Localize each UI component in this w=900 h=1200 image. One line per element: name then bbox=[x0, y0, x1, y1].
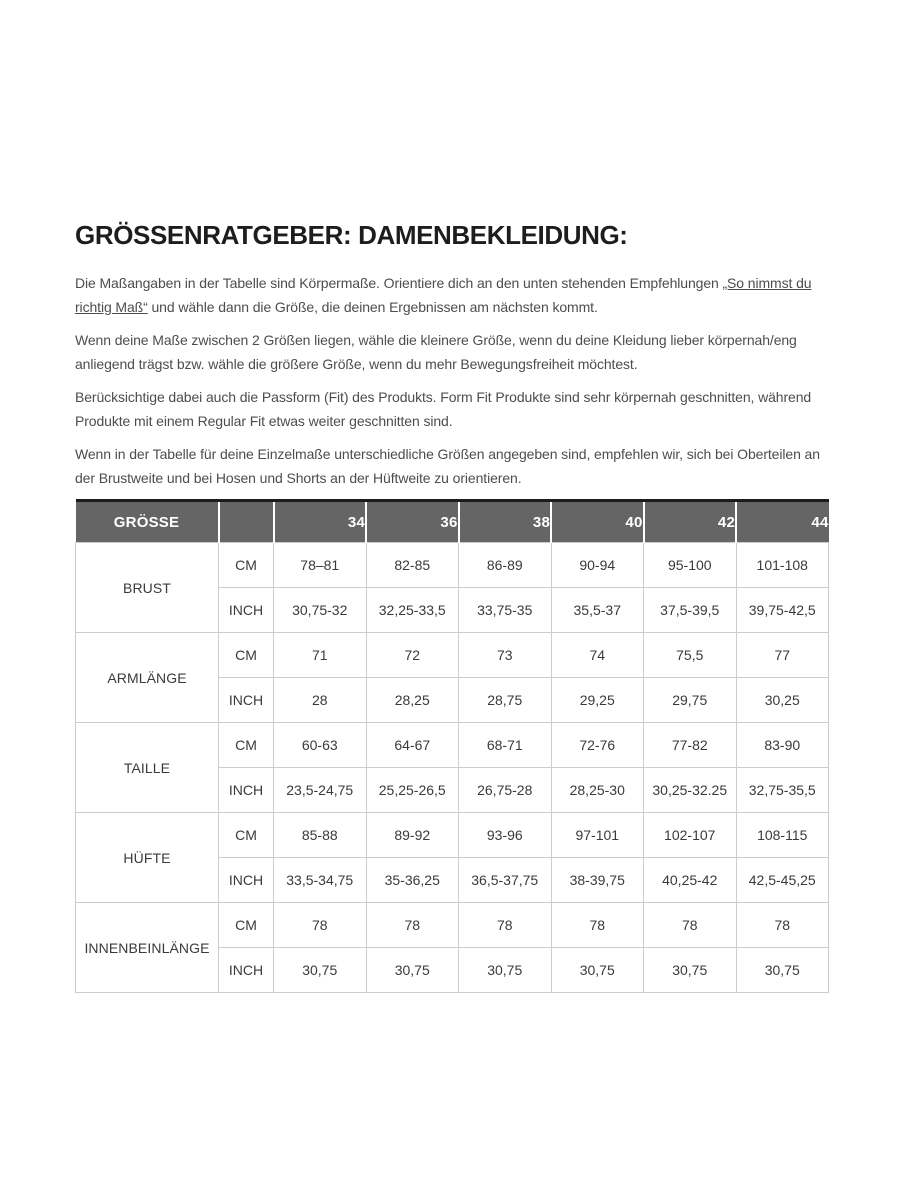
size-header-42: 42 bbox=[644, 501, 737, 543]
table-cell: 101-108 bbox=[736, 543, 829, 588]
table-cell: 78 bbox=[459, 903, 552, 948]
row-label-innenbeinlaenge: INNENBEINLÄNGE bbox=[76, 903, 219, 993]
table-cell: 102-107 bbox=[644, 813, 737, 858]
unit-label-cm: CM bbox=[219, 723, 274, 768]
size-header-40: 40 bbox=[551, 501, 644, 543]
table-cell: 30,25 bbox=[736, 678, 829, 723]
table-cell: 77 bbox=[736, 633, 829, 678]
size-table-header bbox=[76, 501, 829, 543]
table-cell: 68-71 bbox=[459, 723, 552, 768]
unit-label-cm: CM bbox=[219, 903, 274, 948]
size-table-body bbox=[76, 543, 829, 993]
table-cell: 30,75 bbox=[274, 948, 367, 993]
table-cell: 32,75-35,5 bbox=[736, 768, 829, 813]
table-cell: 25,25-26,5 bbox=[366, 768, 459, 813]
table-cell: 42,5-45,25 bbox=[736, 858, 829, 903]
table-cell: 75,5 bbox=[644, 633, 737, 678]
table-cell: 28,75 bbox=[459, 678, 552, 723]
table-cell: 37,5-39,5 bbox=[644, 588, 737, 633]
size-guide-content bbox=[75, 220, 828, 993]
table-cell: 78 bbox=[736, 903, 829, 948]
table-cell: 33,5-34,75 bbox=[274, 858, 367, 903]
size-header-34: 34 bbox=[274, 501, 367, 543]
table-cell: 40,25-42 bbox=[644, 858, 737, 903]
table-cell: 97-101 bbox=[551, 813, 644, 858]
unit-column-header-spacer bbox=[219, 501, 274, 543]
table-cell: 78 bbox=[274, 903, 367, 948]
table-cell: 30,75-32 bbox=[274, 588, 367, 633]
size-table bbox=[75, 499, 829, 993]
unit-label-cm: CM bbox=[219, 543, 274, 588]
table-cell: 85-88 bbox=[274, 813, 367, 858]
row-label-taille: TAILLE bbox=[76, 723, 219, 813]
table-cell: 30,75 bbox=[459, 948, 552, 993]
table-cell: 30,75 bbox=[736, 948, 829, 993]
table-cell: 74 bbox=[551, 633, 644, 678]
table-cell: 95-100 bbox=[644, 543, 737, 588]
table-cell: 78 bbox=[644, 903, 737, 948]
table-cell: 77-82 bbox=[644, 723, 737, 768]
intro-paragraph-3: Berücksichtige dabei auch die Passform (Fit) des Produkts. Form Fit Produkte sind sehr körpernah geschnitten, während Produkte mit einem Regular Fit etwas weiter geschnitten sind. bbox=[75, 389, 812, 429]
table-cell: 30,25-32.25 bbox=[644, 768, 737, 813]
row-label-huefte: HÜFTE bbox=[76, 813, 219, 903]
size-header-38: 38 bbox=[459, 501, 552, 543]
table-cell: 108-115 bbox=[736, 813, 829, 858]
row-label-brust: BRUST bbox=[76, 543, 219, 633]
intro-paragraph-1-text-after: und wähle dann die Größe, die deinen Ergebnissen am nächsten kommt. bbox=[147, 299, 598, 315]
table-cell: 78 bbox=[366, 903, 459, 948]
size-header-44: 44 bbox=[736, 501, 829, 543]
unit-label-inch: INCH bbox=[219, 678, 274, 723]
table-cell: 73 bbox=[459, 633, 552, 678]
unit-label-inch: INCH bbox=[219, 768, 274, 813]
page-title: GRÖSSENRATGEBER: DAMENBEKLEIDUNG: bbox=[75, 220, 628, 250]
table-cell: 30,75 bbox=[644, 948, 737, 993]
table-cell: 26,75-28 bbox=[459, 768, 552, 813]
unit-label-inch: INCH bbox=[219, 948, 274, 993]
table-row-huefte-cm bbox=[76, 813, 829, 858]
table-cell: 29,25 bbox=[551, 678, 644, 723]
table-cell: 28,25-30 bbox=[551, 768, 644, 813]
table-row-brust-cm bbox=[76, 543, 829, 588]
intro-paragraph-1 bbox=[75, 271, 828, 319]
table-cell: 30,75 bbox=[366, 948, 459, 993]
table-cell: 32,25-33,5 bbox=[366, 588, 459, 633]
table-cell: 35,5-37 bbox=[551, 588, 644, 633]
table-cell: 82-85 bbox=[366, 543, 459, 588]
intro-paragraph-2: Wenn deine Maße zwischen 2 Größen liegen, wähle die kleinere Größe, wenn du deine Kleidung lieber körpernah/eng anliegend trägst bzw. wähle die größere Größe, wenn du mehr Bewegungsfreiheit möchtest. bbox=[75, 332, 797, 372]
table-cell: 39,75-42,5 bbox=[736, 588, 829, 633]
table-cell: 36,5-37,75 bbox=[459, 858, 552, 903]
table-cell: 38-39,75 bbox=[551, 858, 644, 903]
table-cell: 28,25 bbox=[366, 678, 459, 723]
header-row bbox=[76, 501, 829, 543]
table-cell: 78 bbox=[551, 903, 644, 948]
table-cell: 23,5-24,75 bbox=[274, 768, 367, 813]
table-cell: 29,75 bbox=[644, 678, 737, 723]
table-cell: 72-76 bbox=[551, 723, 644, 768]
intro-paragraph-1-text-before: Die Maßangaben in der Tabelle sind Körpermaße. Orientiere dich an den unten stehenden Empfehlungen bbox=[75, 275, 723, 291]
unit-label-inch: INCH bbox=[219, 588, 274, 633]
intro-paragraph-4: Wenn in der Tabelle für deine Einzelmaße unterschiedliche Größen angegeben sind, empfehlen wir, sich bei Oberteilen an der Brustweite und bei Hosen und Shorts an der Hüftweite zu orientieren. bbox=[75, 446, 820, 486]
table-cell: 89-92 bbox=[366, 813, 459, 858]
table-cell: 30,75 bbox=[551, 948, 644, 993]
table-cell: 78–81 bbox=[274, 543, 367, 588]
table-cell: 72 bbox=[366, 633, 459, 678]
table-cell: 90-94 bbox=[551, 543, 644, 588]
unit-label-cm: CM bbox=[219, 633, 274, 678]
size-column-title: GRÖSSE bbox=[76, 501, 219, 543]
table-cell: 86-89 bbox=[459, 543, 552, 588]
measuring-guide-link[interactable]: „So nimmst du richtig Maß“ bbox=[75, 275, 812, 315]
table-cell: 71 bbox=[274, 633, 367, 678]
table-row-armlaenge-cm bbox=[76, 633, 829, 678]
table-cell: 83-90 bbox=[736, 723, 829, 768]
table-cell: 28 bbox=[274, 678, 367, 723]
unit-label-inch: INCH bbox=[219, 858, 274, 903]
table-row-innenbeinlaenge-cm bbox=[76, 903, 829, 948]
table-cell: 93-96 bbox=[459, 813, 552, 858]
table-cell: 64-67 bbox=[366, 723, 459, 768]
table-row-taille-cm bbox=[76, 723, 829, 768]
unit-label-cm: CM bbox=[219, 813, 274, 858]
table-cell: 33,75-35 bbox=[459, 588, 552, 633]
row-label-armlaenge: ARMLÄNGE bbox=[76, 633, 219, 723]
table-cell: 35-36,25 bbox=[366, 858, 459, 903]
table-cell: 60-63 bbox=[274, 723, 367, 768]
size-header-36: 36 bbox=[366, 501, 459, 543]
